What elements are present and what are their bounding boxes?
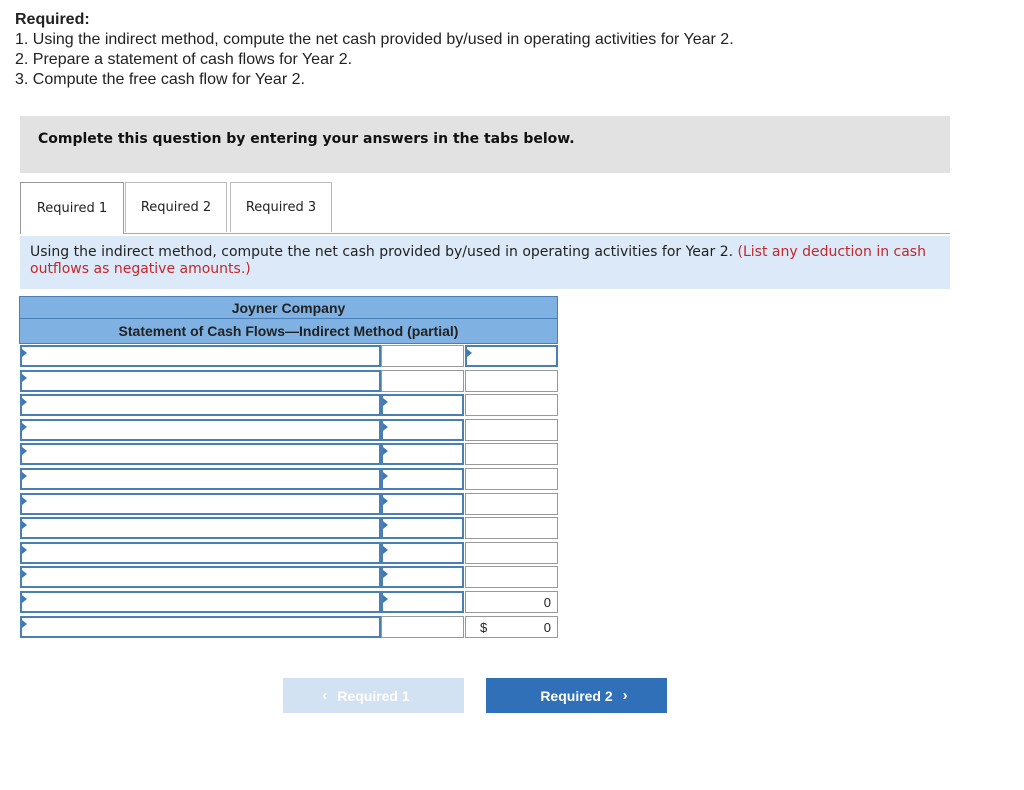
amount-input[interactable] (381, 566, 464, 588)
table-row (19, 565, 558, 590)
requirements-heading: Required: (15, 11, 90, 28)
dropdown-arrow-icon (22, 398, 27, 406)
line-item-input[interactable] (20, 370, 381, 392)
amount-input[interactable] (381, 468, 464, 490)
amount-input[interactable] (381, 419, 464, 441)
blank-cell (465, 468, 558, 490)
question-instruction (20, 236, 950, 289)
line-item-input[interactable] (20, 419, 381, 441)
blank-cell (381, 370, 464, 392)
table-row (19, 418, 558, 443)
blank-cell (465, 566, 558, 588)
amount-input[interactable] (381, 443, 464, 465)
dropdown-arrow-icon (467, 349, 472, 357)
requirement-item-2: 2. Prepare a statement of cash flows for Year 2. (15, 51, 353, 68)
dropdown-arrow-icon (383, 423, 388, 431)
blank-cell (465, 443, 558, 465)
requirement-item-3: 3. Compute the free cash flow for Year 2. (15, 71, 305, 88)
line-item-input[interactable] (20, 394, 381, 416)
table-row (19, 516, 558, 541)
statement-title: Statement of Cash Flows—Indirect Method (partial) (19, 319, 558, 344)
subtotal-cell (465, 591, 558, 613)
prev-button[interactable] (283, 678, 464, 713)
dropdown-arrow-icon (22, 620, 27, 628)
line-item-input[interactable] (20, 542, 381, 564)
dropdown-arrow-icon (383, 447, 388, 455)
dropdown-arrow-icon (22, 570, 27, 578)
line-item-input[interactable] (20, 517, 381, 539)
dropdown-arrow-icon (22, 521, 27, 529)
tab-bar (20, 182, 950, 233)
table-row (19, 467, 558, 492)
instruction-text: Using the indirect method, compute the net cash provided by/used in operating activities for Year 2. (30, 244, 734, 260)
dropdown-arrow-icon (22, 497, 27, 505)
line-item-input[interactable] (20, 591, 381, 613)
dropdown-arrow-icon (22, 423, 27, 431)
dropdown-arrow-icon (383, 570, 388, 578)
table-row (19, 393, 558, 418)
dropdown-arrow-icon (383, 398, 388, 406)
tab-divider (20, 233, 950, 234)
table-row (19, 442, 558, 467)
tab-required-1[interactable]: Required 1 (20, 182, 124, 234)
amount-input[interactable] (465, 345, 558, 367)
amount-input[interactable] (381, 517, 464, 539)
total-cell (465, 616, 558, 638)
dropdown-arrow-icon (383, 595, 388, 603)
dropdown-arrow-icon (22, 546, 27, 554)
blank-cell (381, 345, 464, 367)
tab-required-2[interactable]: Required 2 (125, 182, 227, 232)
dropdown-arrow-icon (383, 472, 388, 480)
line-item-input[interactable] (20, 443, 381, 465)
blank-cell (465, 493, 558, 515)
amount-input[interactable] (381, 394, 464, 416)
blank-cell (465, 394, 558, 416)
total-value: 0 (543, 619, 551, 635)
line-item-input[interactable] (20, 345, 381, 367)
blank-cell (465, 419, 558, 441)
dropdown-arrow-icon (22, 374, 27, 382)
instruction-note: (List any deduction in cash outflows as negative amounts.) (30, 244, 926, 277)
company-name: Joyner Company (19, 296, 558, 319)
requirements-block (15, 10, 734, 90)
amount-input[interactable] (381, 542, 464, 564)
blank-cell (381, 616, 464, 638)
amount-input[interactable] (381, 591, 464, 613)
chevron-left-icon: ‹ (322, 687, 328, 704)
banner-text: Complete this question by entering your answers in the tabs below. (38, 131, 575, 147)
cash-flow-table (19, 296, 558, 639)
blank-cell (465, 517, 558, 539)
chevron-right-icon: › (622, 687, 628, 704)
dropdown-arrow-icon (22, 447, 27, 455)
dropdown-arrow-icon (22, 349, 27, 357)
dropdown-arrow-icon (22, 595, 27, 603)
table-row-total (19, 615, 558, 640)
table-row (19, 590, 558, 615)
instructions-banner (20, 116, 950, 173)
subtotal-value: 0 (543, 594, 551, 610)
blank-cell (465, 542, 558, 564)
line-item-input[interactable] (20, 493, 381, 515)
next-button[interactable] (486, 678, 667, 713)
currency-symbol: $ (480, 619, 488, 635)
dropdown-arrow-icon (383, 497, 388, 505)
line-item-input[interactable] (20, 566, 381, 588)
line-item-input[interactable] (20, 468, 381, 490)
table-row (19, 344, 558, 369)
prev-button-label: Required 1 (337, 687, 410, 704)
dropdown-arrow-icon (22, 472, 27, 480)
table-row (19, 541, 558, 566)
total-label-input[interactable] (20, 616, 381, 638)
tab-required-3[interactable]: Required 3 (230, 182, 332, 232)
table-row (19, 369, 558, 394)
requirement-item-1: 1. Using the indirect method, compute the net cash provided by/used in operating activities for Year 2. (15, 31, 734, 48)
table-row (19, 492, 558, 517)
dropdown-arrow-icon (383, 546, 388, 554)
amount-input[interactable] (381, 493, 464, 515)
blank-cell (465, 370, 558, 392)
dropdown-arrow-icon (383, 521, 388, 529)
next-button-label: Required 2 (540, 687, 613, 704)
